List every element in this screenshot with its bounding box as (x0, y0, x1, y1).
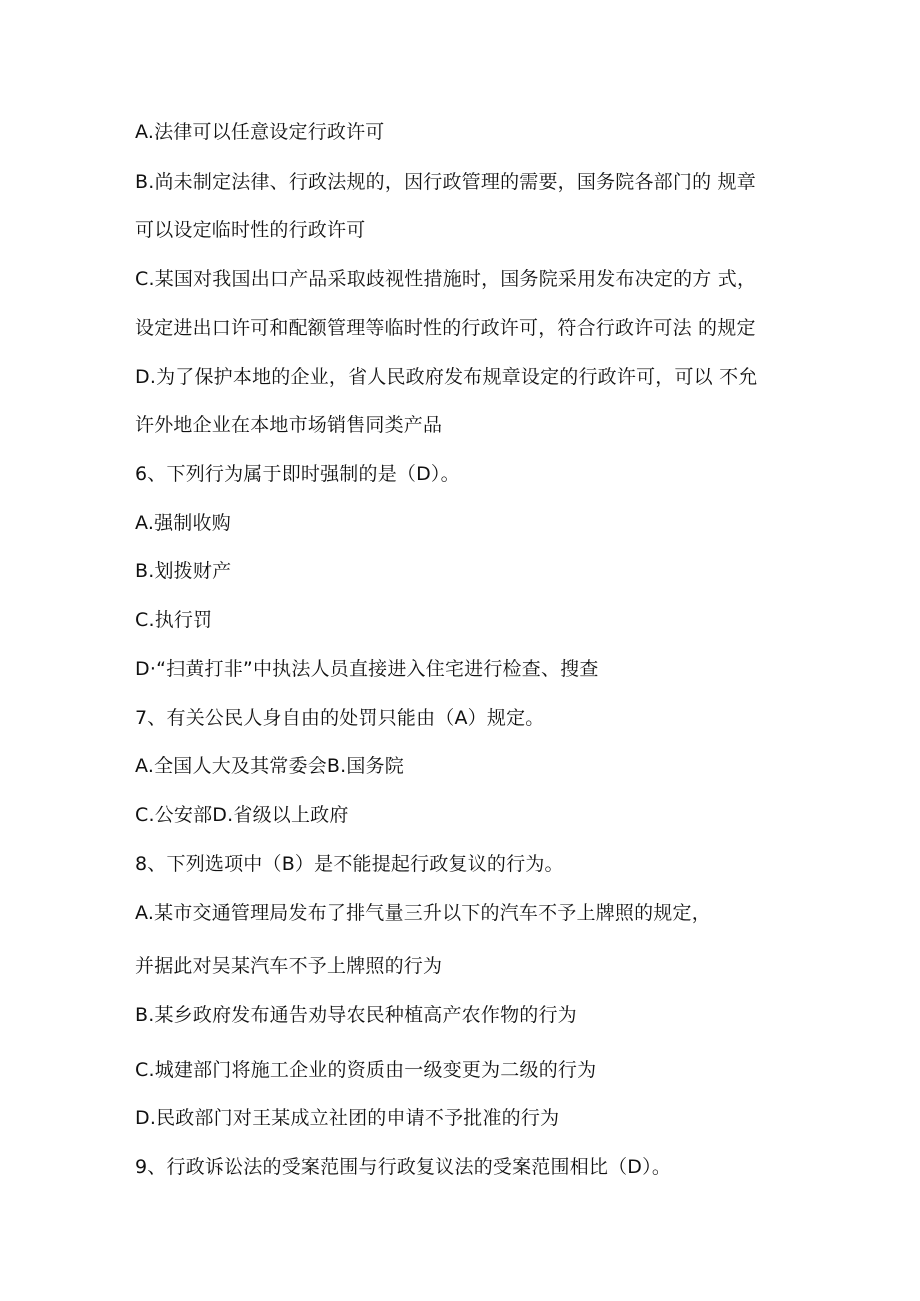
option-8d: D.民政部门对王某成立社团的申请不予批准的行为 (135, 1107, 560, 1129)
option-5c-line2: 设定进出口许可和配额管理等临时性的行政许可，符合行政许可法 的规定 (135, 317, 756, 339)
option-5b-line2: 可以设定临时性的行政许可 (135, 219, 366, 241)
question-6: 6、下列行为属于即时强制的是（D）。 (135, 463, 460, 485)
question-8: 8、下列选项中（B）是不能提起行政复议的行为。 (135, 853, 564, 875)
option-5a: A.法律可以任意设定行政许可 (135, 121, 385, 143)
option-8a-line1: A.某市交通管理局发布了排气量三升以下的汽车不予上牌照的规定， (135, 902, 711, 924)
option-6b: B.划拨财产 (135, 560, 232, 582)
option-5d-line1: D.为了保护本地的企业，省人民政府发布规章设定的行政许可，可以 不允 (135, 366, 758, 388)
option-8c: C.城建部门将施工企业的资质由一级变更为二级的行为 (135, 1059, 597, 1081)
option-6a: A.强制收购 (135, 512, 231, 534)
option-8b: B.某乡政府发布通告劝导农民种植高产农作物的行为 (135, 1004, 577, 1026)
option-8a-line2: 并据此对吴某汽车不予上牌照的行为 (135, 955, 443, 977)
options-7ab: A.全国人大及其常委会B.国务院 (135, 755, 404, 777)
question-9: 9、行政诉讼法的受案范围与行政复议法的受案范围相比（D）。 (135, 1156, 672, 1178)
option-6c: C.执行罚 (135, 609, 213, 631)
options-7cd: C.公安部D.省级以上政府 (135, 804, 349, 826)
option-6d: D·“扫黄打非”中执法人员直接进入住宅进行检查、搜查 (135, 658, 599, 680)
option-5c-line1: C.某国对我国出口产品采取歧视性措施时，国务院采用发布决定的方 式， (135, 268, 757, 290)
option-5d-line2: 许外地企业在本地市场销售同类产品 (135, 414, 443, 436)
option-5b-line1: B.尚未制定法律、行政法规的，因行政管理的需要，国务院各部门的 规章 (135, 171, 756, 193)
question-7: 7、有关公民人身自由的处罚只能由（A）规定。 (135, 707, 545, 729)
